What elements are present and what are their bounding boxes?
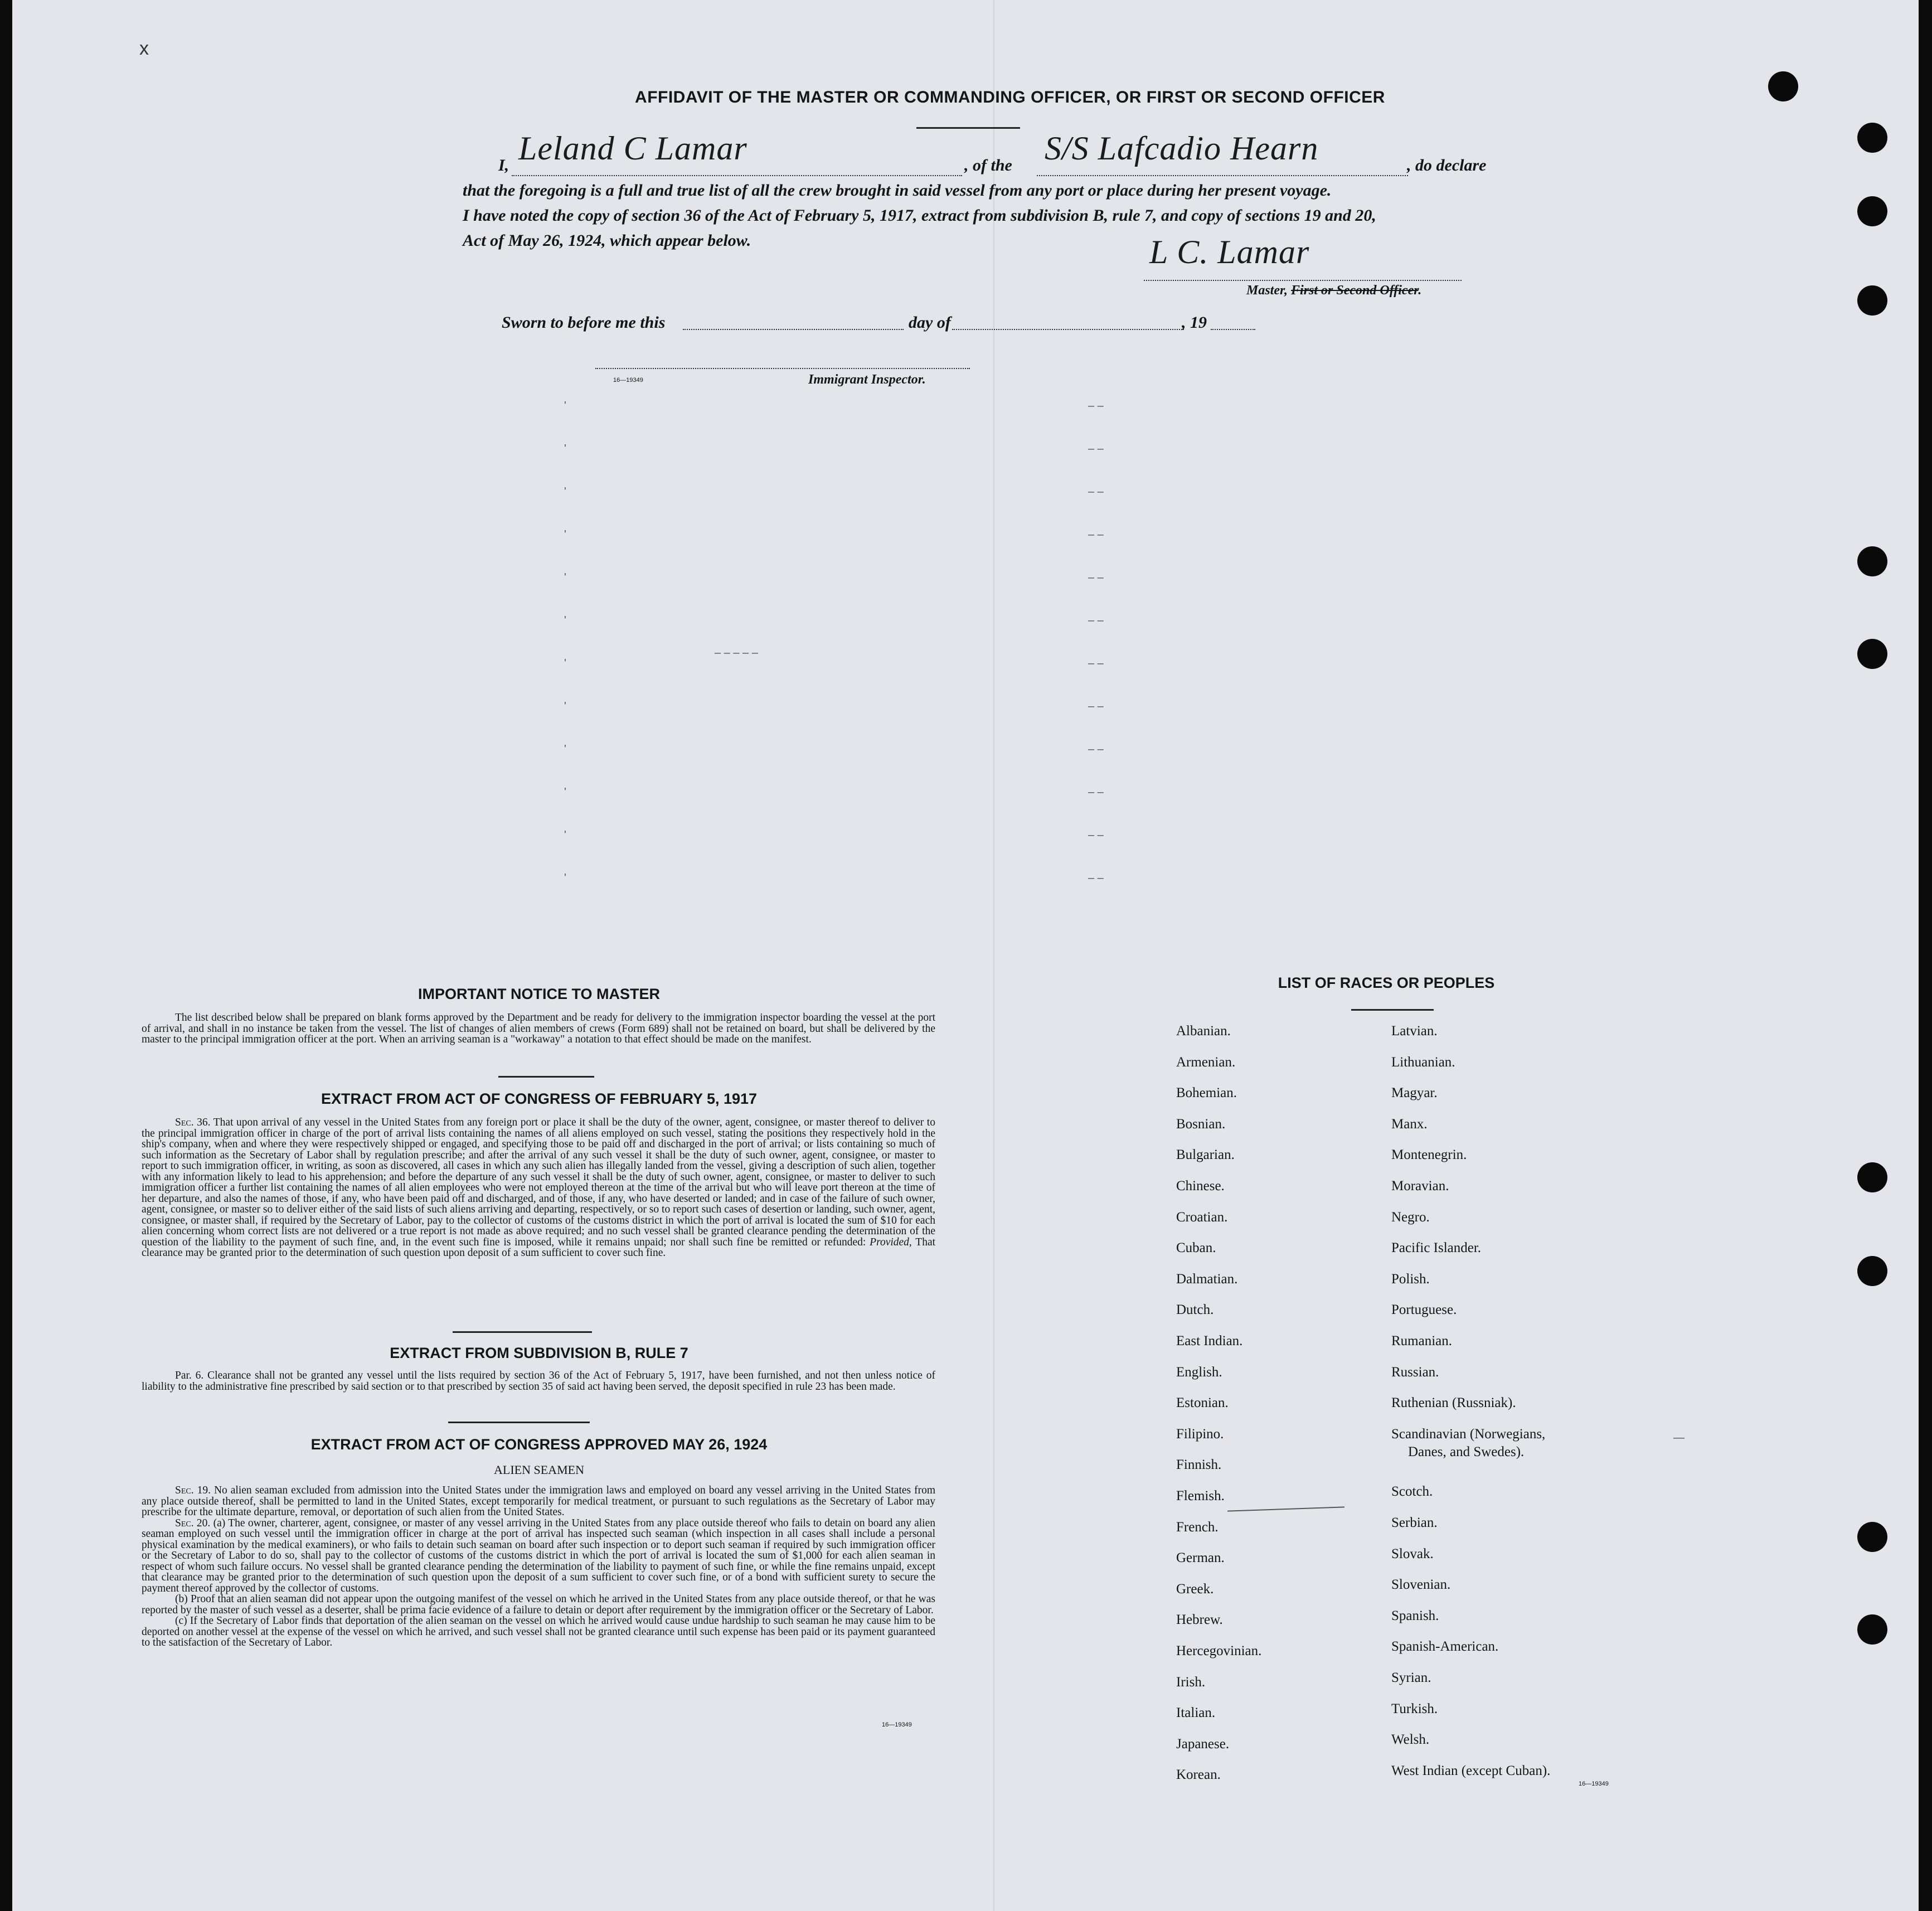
race-item: French. [1176, 1519, 1219, 1535]
declaration-i: I, [498, 156, 509, 174]
sec-20b: (b) Proof that an alien seaman did not appear upon the outgoing manifest of the vessel on which he arrived in the United States from any place outside thereof, or that he was reported by the master of such vessel as a deserter, shall be prima facie evidence of a failure to detain or deport after requirement by the immigration officer or the Secretary of Labor. [142, 1593, 935, 1616]
race-item: Bohemian. [1176, 1085, 1237, 1101]
race-item: Flemish. [1176, 1488, 1225, 1503]
bleed-marks: – – – – – [715, 647, 758, 659]
race-item: Welsh. [1391, 1732, 1430, 1748]
race-item: Spanish. [1391, 1608, 1439, 1623]
pen-stroke [1227, 1506, 1344, 1511]
title-rule [916, 127, 1020, 129]
inspector-signature-line [595, 368, 970, 369]
rule-7-title: EXTRACT FROM SUBDIVISION B, RULE 7 [390, 1345, 688, 1361]
signature-line [1144, 280, 1462, 281]
race-item: Estonian. [1176, 1395, 1229, 1411]
race-item: Filipino. [1176, 1426, 1224, 1442]
race-item: Polish. [1391, 1271, 1430, 1287]
punch-hole [1857, 196, 1887, 226]
declaration-line-2: that the foregoing is a full and true list of all the crew brought in said vessel from any port or place during her present voyage. [463, 181, 1332, 200]
document-page [12, 0, 1919, 1911]
race-item: Serbian. [1391, 1515, 1438, 1530]
race-item: Danes, and Swedes). [1408, 1444, 1525, 1459]
sec-36-proviso: That clearance may be granted prior to the determination of such question upon deposit of a sum sufficient to cover such fine. [142, 1236, 936, 1259]
race-item: Irish. [1176, 1674, 1206, 1690]
race-item: Albanian. [1176, 1024, 1231, 1039]
races-title-rule [1351, 1009, 1434, 1011]
notice-title: IMPORTANT NOTICE TO MASTER [418, 986, 660, 1002]
affidavit-title: AFFIDAVIT OF THE MASTER OR COMMANDING OFFICER, OR FIRST OR SECOND OFFICER [635, 88, 1385, 106]
sworn-text: Sworn to before me this [502, 313, 666, 332]
punch-hole [1857, 1162, 1887, 1192]
race-item: Bulgarian. [1176, 1147, 1235, 1163]
punch-hole [1857, 123, 1887, 153]
punch-hole [1857, 546, 1887, 576]
sec-19-text: No alien seaman excluded from admission into the United States under the immigration laws and employed on board any vessel arriving in the United States from any place outside thereof, shall be permitted to land in the United States, except temporarily for medical treatment, or pursuant to such regulations as the Secretary of Labor may prescribe for the ultimate departure, removal, or deportation of such alien from the United States. [142, 1485, 936, 1518]
alien-seamen-subtitle: ALIEN SEAMEN [494, 1463, 584, 1477]
race-item: Turkish. [1391, 1701, 1438, 1716]
race-item: Dalmatian. [1176, 1271, 1238, 1287]
race-item: Armenian. [1176, 1054, 1236, 1070]
race-item: Dutch. [1176, 1302, 1214, 1318]
sec-19-label: Sec. 19. [175, 1485, 211, 1496]
race-item: Korean. [1176, 1767, 1221, 1783]
corner-mark: x [139, 38, 149, 59]
race-item: Chinese. [1176, 1178, 1225, 1194]
sworn-year-line [1211, 329, 1255, 330]
page-fold [993, 0, 994, 1911]
punch-hole [1857, 639, 1887, 669]
inspector-caption: Immigrant Inspector. [808, 372, 926, 387]
race-item: Scotch. [1391, 1484, 1433, 1500]
punch-hole [1857, 1614, 1887, 1645]
punch-hole [1857, 1256, 1887, 1286]
race-item: Manx. [1391, 1116, 1428, 1132]
vessel-name-line [1037, 175, 1408, 176]
race-item: Magyar. [1391, 1085, 1438, 1101]
race-item: Spanish-American. [1391, 1639, 1499, 1655]
race-item: Hebrew. [1176, 1612, 1223, 1628]
caption-period: . [1418, 283, 1422, 298]
extract-1924-title: EXTRACT FROM ACT OF CONGRESS APPROVED MAY 26, 1924 [310, 1436, 768, 1453]
sec-36-text: That upon arrival of any vessel in the United States from any foreign port or place it shall be the duty of the owner, agent, consignee, or master thereof to deliver to the principal immigration officer in charge of the port of arrival lists containing the names of all aliens employed on such vessel, stating the positions they respectively hold in the ship's company, when and where they were respectively shipped or engaged, and specifying those to be paid off and discharged in the port of arrival; or lists containing so much of such information as the Secretary of Labor shall by regulation prescribe; and after the arrival of any such vessel it shall be the duty of such owner, agent, consignee, or master to report to such immigration officer, in writing, as soon as discovered, all cases in which any such alien has illegally landed from the vessel, giving a description of such alien, together with any information likely to lead to his apprehension; and before the departure of any such vessel it shall be the duty of such owner, agent, consignee, or master to deliver to such immigration officer a further list containing the names of all alien employees who were not employed thereon at the time of the arrival but who will leave port thereon at the time of her departure, and also the names of those, if any, who have been paid off and discharged, and of those, if any, who have deserted or landed; and in case of the failure of such owner, agent, consignee, or master so to deliver either of the said lists of such aliens arriving and departing, respectively, or so to report such cases of desertion or landing, such owner, agent, consignee, or master shall, if required by the Secretary of Labor, pay to the collector of customs of the customs district in which the port of arrival is located the sum of $10 for each alien concerning whom correct lists are not delivered or a true report is not made as above required; and no such vessel shall be granted clearance pending the determination of the question of the liability to the payment of such fine, and, in the event such fine is imposed, while it remains unpaid; nor shall such fine be remitted or refunded: [142, 1117, 935, 1248]
race-item: German. [1176, 1550, 1225, 1566]
sec-20a [142, 1518, 935, 1594]
race-item: Portuguese. [1391, 1302, 1457, 1318]
form-number-bottom: 16—19349 [882, 1721, 912, 1728]
sec-20c: (c) If the Secretary of Labor finds that deportation of the alien seaman on the vessel on which he arrived would cause undue hardship to such seaman he may cause him to be deported on another vessel at the expense of the vessel on which he arrived, and such vessel shall not be granted clearance until such expense has been paid or its payment guaranteed to the satisfaction of the Secretary of Labor. [142, 1615, 935, 1648]
race-item: Slovenian. [1391, 1577, 1451, 1593]
punch-hole [1768, 71, 1798, 101]
races-form-number: 16—19349 [1579, 1781, 1609, 1787]
sec-19 [142, 1485, 935, 1518]
race-item: Lithuanian. [1391, 1054, 1455, 1070]
race-item: Slovak. [1391, 1546, 1434, 1561]
race-item: Bosnian. [1176, 1116, 1226, 1132]
declaration-do-declare: , do declare [1407, 156, 1487, 174]
race-item: Japanese. [1176, 1736, 1230, 1752]
race-item: Scandinavian (Norwegians, [1391, 1426, 1546, 1442]
extract-1924-text [142, 1485, 935, 1648]
section-rule [448, 1422, 590, 1423]
margin-dash: — [1673, 1432, 1685, 1444]
race-item: English. [1176, 1364, 1222, 1380]
sec-36-label: Sec. 36. [175, 1117, 211, 1128]
race-item: Hercegovinian. [1176, 1643, 1262, 1658]
sworn-month-line [952, 329, 1184, 330]
race-item: Cuban. [1176, 1240, 1216, 1256]
notice-text: The list described below shall be prepared on blank forms approved by the Department and be ready for delivery to the immigration inspector boarding the vessel at the port of arrival, and shall in no instance be taken from the vessel. The list of changes of alien members of crews (Form 689) shall not be retained on board, but shall be delivered by the master to the principal immigration officer at the port. When an arriving seaman is a "workaway" a notation to that effect should be made on the manifest. [142, 1012, 935, 1045]
declaration-line-3: I have noted the copy of section 36 of the Act of February 5, 1917, extract from subdivision B, rule 7, and copy of sections 19 and 20, [463, 206, 1376, 225]
proviso-label: Provided, [870, 1236, 912, 1248]
signature-caption [1246, 283, 1421, 298]
rule-7-text: Par. 6. Clearance shall not be granted any vessel until the lists required by section 36 of the Act of February 5, 1917, have been furnished, and not then unless notice of liability to the administrative fine prescribed by said section or to that prescribed by section 35 of said act having been served, the deposit specified in rule 23 has been made. [142, 1370, 935, 1393]
race-item: Greek. [1176, 1581, 1214, 1597]
race-item: Finnish. [1176, 1457, 1222, 1473]
race-item: Montenegrin. [1391, 1147, 1467, 1163]
declaration-of-the: , of the [964, 156, 1012, 174]
race-item: East Indian. [1176, 1333, 1243, 1349]
extract-1917-title: EXTRACT FROM ACT OF CONGRESS OF FEBRUARY 5, 1917 [321, 1090, 758, 1107]
race-item: Negro. [1391, 1209, 1430, 1225]
bleed-marks: – – – – – – – – – – – – – – – – – – – – – – – – [1088, 400, 1104, 884]
year-text: , 19 [1182, 313, 1207, 332]
race-item: West Indian (except Cuban). [1391, 1763, 1551, 1778]
form-number: 16—19349 [613, 377, 643, 384]
race-item: Russian. [1391, 1364, 1439, 1380]
section-rule [498, 1076, 594, 1078]
declaration-line-4: Act of May 26, 1924, which appear below. [463, 231, 751, 250]
race-item: Latvian. [1391, 1024, 1438, 1039]
race-item: Rumanian. [1391, 1333, 1453, 1349]
race-item: Ruthenian (Russniak). [1391, 1395, 1516, 1411]
caption-master: Master, [1246, 283, 1292, 298]
races-title: LIST OF RACES OR PEOPLES [1278, 974, 1495, 991]
race-item: Croatian. [1176, 1209, 1228, 1225]
bleed-marks: ' ' ' ' ' ' ' ' ' ' ' ' [564, 400, 566, 884]
master-signature: L C. Lamar [1149, 234, 1310, 270]
master-name-handwriting: Leland C Lamar [518, 130, 747, 167]
day-of-text: day of [909, 313, 951, 332]
punch-hole [1857, 1522, 1887, 1552]
sec-20-label: Sec. 20. [175, 1517, 211, 1529]
extract-1917-text [142, 1117, 935, 1259]
race-item: Syrian. [1391, 1670, 1431, 1685]
master-name-line [512, 175, 962, 176]
caption-struck-officer: First or Second Officer [1291, 283, 1419, 298]
punch-hole [1857, 285, 1887, 316]
race-item: Pacific Islander. [1391, 1240, 1482, 1256]
vessel-name-handwriting: S/S Lafcadio Hearn [1045, 130, 1319, 167]
race-item: Italian. [1176, 1705, 1216, 1721]
race-item: Moravian. [1391, 1178, 1449, 1194]
sec-20a-text: (a) The owner, charterer, agent, consignee, or master of any vessel arriving in the United States from any place outside thereof who fails to detain on board any alien seaman employed on such vessel until the immigration officer in charge at the port of arrival has inspected such seaman (which inspection in all cases shall include a personal physical examination by the medical examiners), or who fails to detain such seaman on board after such inspection or to deport such seaman if required by such immigration officer or the Secretary of Labor to do so, shall pay to the collector of customs of the customs district in which the port of arrival is located the sum of $1,000 for each alien seaman in respect of whom such failure occurs. No vessel shall be granted clearance pending the determination of the liability to payment of such fine, or while the fine remains unpaid, except that clearance may be granted prior to the determination of such question upon the deposit of a sum sufficient to cover such fine, or of a bond with sufficient surety to secure the payment thereof approved by the collector of customs. [142, 1517, 936, 1594]
section-rule [453, 1331, 592, 1333]
sworn-date-line [683, 329, 904, 330]
